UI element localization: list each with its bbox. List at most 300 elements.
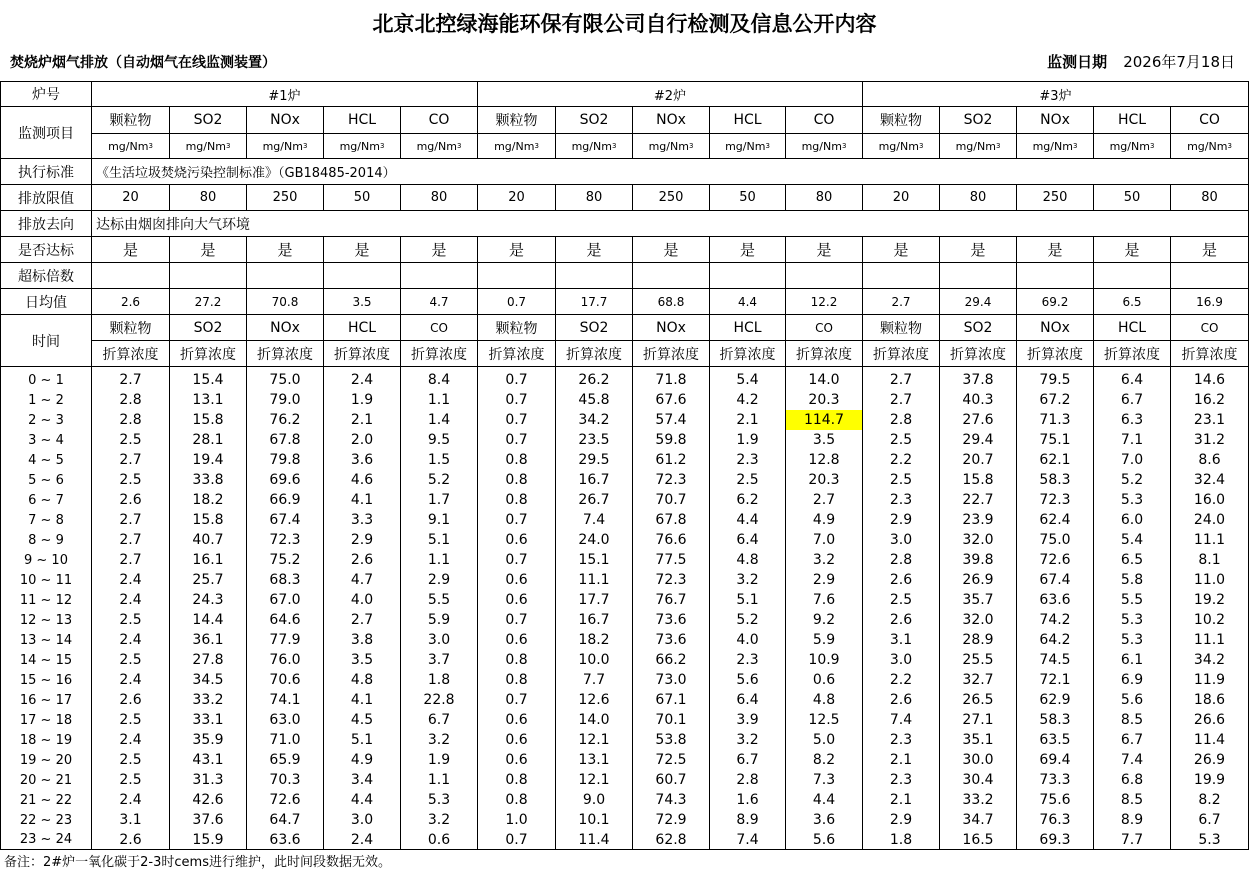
hourly-value: 72.5	[633, 750, 710, 770]
hourly-value: 75.1	[1017, 430, 1094, 450]
hourly-value: 7.4	[710, 830, 786, 850]
date-value: 2026年7月18日	[1123, 53, 1235, 71]
hourly-value: 0.8	[478, 650, 556, 670]
conc-label: 折算浓度	[247, 341, 324, 367]
hour-label: 8 ~ 9	[0, 530, 92, 550]
hourly-value: 7.3	[786, 770, 863, 790]
hourly-value: 2.7	[863, 390, 940, 410]
hourly-value: 63.0	[247, 710, 324, 730]
hourly-value: 5.3	[1094, 490, 1171, 510]
hourly-value: 5.6	[786, 830, 863, 850]
hourly-value: 7.4	[556, 510, 633, 530]
hourly-value: 9.0	[556, 790, 633, 810]
hourly-value: 73.3	[1017, 770, 1094, 790]
hour-label: 10 ~ 11	[0, 570, 92, 590]
hourly-value: 34.7	[940, 810, 1017, 830]
hourly-value: 4.0	[710, 630, 786, 650]
exceed-value	[247, 263, 324, 289]
unit-superscript: 3	[765, 142, 770, 150]
conc-label: 折算浓度	[1017, 341, 1094, 367]
hourly-value: 2.4	[92, 630, 170, 650]
unit-cell	[1171, 134, 1249, 159]
hourly-value: 10.2	[1171, 610, 1249, 630]
hourly-value: 5.4	[1094, 530, 1171, 550]
hourly-value: 42.6	[170, 790, 247, 810]
compliance-value: 是	[170, 237, 247, 263]
hourly-value: 0.8	[478, 790, 556, 810]
hourly-value: 5.2	[401, 470, 478, 490]
hourly-value: 31.2	[1171, 430, 1249, 450]
limit-value: 250	[633, 185, 710, 211]
hourly-value: 2.8	[92, 390, 170, 410]
hourly-value: 74.1	[247, 690, 324, 710]
hourly-value: 2.8	[863, 410, 940, 430]
hourly-value: 74.5	[1017, 650, 1094, 670]
hourly-value: 71.0	[247, 730, 324, 750]
hourly-value: 64.6	[247, 610, 324, 630]
hour-label: 5 ~ 6	[0, 470, 92, 490]
hourly-value: 37.8	[940, 370, 1017, 390]
hourly-value: 32.4	[1171, 470, 1249, 490]
hourly-value: 2.3	[863, 770, 940, 790]
hourly-value: 0.8	[478, 670, 556, 690]
hourly-value: 25.7	[170, 570, 247, 590]
row-label-item: 监测项目	[0, 107, 92, 159]
row-label-furnace: 炉号	[0, 81, 92, 107]
exceed-value	[710, 263, 786, 289]
hourly-value: 8.2	[1171, 790, 1249, 810]
hourly-value: 3.2	[710, 570, 786, 590]
hourly-value: 3.6	[786, 810, 863, 830]
hourly-value: 15.4	[170, 370, 247, 390]
hourly-value: 26.6	[1171, 710, 1249, 730]
unit-cell	[247, 134, 324, 159]
hourly-value: 65.9	[247, 750, 324, 770]
compliance-value: 是	[940, 237, 1017, 263]
hourly-value: 24.3	[170, 590, 247, 610]
unit-text: mg/Nm	[725, 139, 766, 153]
hourly-value: 3.1	[863, 630, 940, 650]
exceed-value	[1171, 263, 1249, 289]
exceed-value	[940, 263, 1017, 289]
hourly-value: 4.8	[710, 550, 786, 570]
compliance-value: 是	[786, 237, 863, 263]
hourly-value: 27.6	[940, 410, 1017, 430]
hourly-value: 2.6	[863, 690, 940, 710]
unit-text: mg/Nm	[571, 139, 612, 153]
hourly-value: 2.1	[863, 790, 940, 810]
hourly-value: 66.9	[247, 490, 324, 510]
hourly-value: 11.1	[1171, 630, 1249, 650]
hourly-value: 15.8	[940, 470, 1017, 490]
daily-avg-value: 70.8	[247, 289, 324, 315]
hourly-value: 17.7	[556, 590, 633, 610]
exceed-value	[863, 263, 940, 289]
hourly-value: 2.9	[786, 570, 863, 590]
limit-value: 50	[710, 185, 786, 211]
hourly-value: 11.4	[1171, 730, 1249, 750]
hourly-value: 28.1	[170, 430, 247, 450]
hourly-value: 16.1	[170, 550, 247, 570]
exceed-value	[1017, 263, 1094, 289]
hourly-value: 2.7	[92, 450, 170, 470]
hourly-value: 29.4	[940, 430, 1017, 450]
hour-label: 16 ~ 17	[0, 690, 92, 710]
pollutant-header: 颗粒物	[92, 107, 170, 134]
hourly-value: 32.0	[940, 530, 1017, 550]
hourly-value: 32.7	[940, 670, 1017, 690]
hour-label: 20 ~ 21	[0, 770, 92, 790]
hourly-value: 19.9	[1171, 770, 1249, 790]
furnace-header: #1炉	[92, 81, 478, 107]
hourly-value: 5.3	[401, 790, 478, 810]
pollutant-header-lower: HCL	[324, 315, 401, 341]
hourly-value: 0.6	[478, 630, 556, 650]
compliance-value: 是	[401, 237, 478, 263]
exceed-value	[786, 263, 863, 289]
hourly-value: 19.4	[170, 450, 247, 470]
hourly-value: 24.0	[556, 530, 633, 550]
hourly-value: 76.3	[1017, 810, 1094, 830]
hourly-value: 4.5	[324, 710, 401, 730]
hourly-value: 2.6	[92, 830, 170, 850]
unit-superscript: 3	[148, 142, 153, 150]
hourly-value: 0.6	[478, 750, 556, 770]
hourly-value: 2.3	[710, 650, 786, 670]
hourly-value: 70.1	[633, 710, 710, 730]
hourly-value: 33.8	[170, 470, 247, 490]
hourly-value: 67.8	[247, 430, 324, 450]
exceed-value	[401, 263, 478, 289]
hourly-value: 2.0	[324, 430, 401, 450]
unit-superscript: 3	[1227, 142, 1232, 150]
hourly-value: 7.6	[786, 590, 863, 610]
hourly-value: 67.1	[633, 690, 710, 710]
hourly-value: 3.4	[324, 770, 401, 790]
hourly-value: 1.8	[401, 670, 478, 690]
hourly-value: 26.5	[940, 690, 1017, 710]
hourly-value: 14.6	[1171, 370, 1249, 390]
hourly-value: 72.3	[247, 530, 324, 550]
hourly-value: 2.7	[786, 490, 863, 510]
hourly-value: 23.1	[1171, 410, 1249, 430]
hourly-value: 12.6	[556, 690, 633, 710]
furnace-header: #3炉	[863, 81, 1249, 107]
unit-superscript: 3	[841, 142, 847, 150]
hourly-value: 26.9	[1171, 750, 1249, 770]
hourly-value: 4.7	[324, 570, 401, 590]
hourly-value: 6.7	[710, 750, 786, 770]
hourly-value: 4.4	[786, 790, 863, 810]
hourly-value: 64.2	[1017, 630, 1094, 650]
hourly-value: 6.0	[1094, 510, 1171, 530]
unit-superscript: 3	[995, 142, 1001, 150]
pollutant-header: NOx	[1017, 107, 1094, 134]
pollutant-header: NOx	[247, 107, 324, 134]
hourly-value: 73.0	[633, 670, 710, 690]
unit-superscript: 3	[379, 142, 385, 150]
hourly-value: 3.6	[324, 450, 401, 470]
conc-label: 折算浓度	[92, 341, 170, 367]
hourly-value: 2.6	[863, 610, 940, 630]
hourly-value: 6.7	[1094, 390, 1171, 410]
highlighted-value: 114.7	[786, 410, 863, 430]
hourly-value: 26.9	[940, 570, 1017, 590]
hourly-value: 3.8	[324, 630, 401, 650]
pollutant-header: HCL	[710, 107, 786, 134]
conc-label: 折算浓度	[1171, 341, 1249, 367]
hourly-value: 2.5	[92, 750, 170, 770]
hour-label: 3 ~ 4	[0, 430, 92, 450]
hourly-value: 26.2	[556, 370, 633, 390]
hourly-value: 5.3	[1171, 830, 1249, 850]
pollutant-header: SO2	[940, 107, 1017, 134]
hourly-value: 23.9	[940, 510, 1017, 530]
row-label-time: 时间	[0, 315, 92, 367]
hourly-value: 11.1	[556, 570, 633, 590]
hourly-value: 16.2	[1171, 390, 1249, 410]
pollutant-header-lower: SO2	[940, 315, 1017, 341]
hourly-value: 75.0	[1017, 530, 1094, 550]
hourly-value: 2.5	[92, 650, 170, 670]
hour-label: 15 ~ 16	[0, 670, 92, 690]
hourly-value: 7.4	[863, 710, 940, 730]
compliance-value: 是	[92, 237, 170, 263]
hourly-value: 22.8	[401, 690, 478, 710]
daily-avg-value: 17.7	[556, 289, 633, 315]
hourly-value: 2.5	[92, 430, 170, 450]
hourly-value: 3.3	[324, 510, 401, 530]
limit-value: 20	[863, 185, 940, 211]
unit-superscript: 3	[918, 142, 924, 150]
hourly-value: 2.7	[92, 370, 170, 390]
limit-value: 50	[324, 185, 401, 211]
hourly-value: 43.1	[170, 750, 247, 770]
hourly-value: 6.4	[1094, 370, 1171, 390]
hourly-value: 20.3	[786, 470, 863, 490]
exceed-value	[478, 263, 556, 289]
hourly-value: 62.9	[1017, 690, 1094, 710]
daily-avg-value: 4.7	[401, 289, 478, 315]
hourly-value: 5.1	[401, 530, 478, 550]
furnace-header: #2炉	[478, 81, 863, 107]
unit-text: mg/Nm	[1187, 139, 1228, 153]
compliance-value: 是	[247, 237, 324, 263]
hourly-value: 11.0	[1171, 570, 1249, 590]
footnote: 备注：2#炉一氧化碳于2-3时cems进行维护，此时间段数据无效。	[4, 855, 391, 870]
hourly-value: 58.3	[1017, 710, 1094, 730]
hourly-value: 36.1	[170, 630, 247, 650]
pollutant-header-lower: CO	[786, 315, 863, 341]
limit-value: 80	[556, 185, 633, 211]
hourly-value: 6.7	[1171, 810, 1249, 830]
pollutant-header-lower: NOx	[633, 315, 710, 341]
hourly-value: 16.5	[940, 830, 1017, 850]
hourly-value: 4.2	[710, 390, 786, 410]
hourly-value: 4.9	[786, 510, 863, 530]
conc-label: 折算浓度	[324, 341, 401, 367]
compliance-value: 是	[710, 237, 786, 263]
unit-text: mg/Nm	[1109, 139, 1150, 153]
conc-label: 折算浓度	[786, 341, 863, 367]
unit-text: mg/Nm	[416, 139, 457, 153]
pollutant-header: CO	[786, 107, 863, 134]
hourly-value: 33.2	[940, 790, 1017, 810]
hourly-value: 37.6	[170, 810, 247, 830]
conc-label: 折算浓度	[556, 341, 633, 367]
hourly-value: 0.7	[478, 610, 556, 630]
limit-value: 80	[940, 185, 1017, 211]
hourly-value: 10.9	[786, 650, 863, 670]
hourly-value: 2.5	[863, 590, 940, 610]
hourly-value: 8.5	[1094, 710, 1171, 730]
limit-value: 20	[92, 185, 170, 211]
hourly-value: 7.0	[1094, 450, 1171, 470]
hourly-value: 71.8	[633, 370, 710, 390]
hourly-value: 14.0	[556, 710, 633, 730]
hourly-value: 3.5	[324, 650, 401, 670]
hourly-value: 75.0	[247, 370, 324, 390]
hourly-value: 72.3	[633, 470, 710, 490]
hourly-value: 2.8	[710, 770, 786, 790]
limit-value: 80	[170, 185, 247, 211]
limit-value: 80	[786, 185, 863, 211]
hourly-value: 67.4	[1017, 570, 1094, 590]
hourly-value: 5.5	[1094, 590, 1171, 610]
unit-superscript: 3	[225, 142, 231, 150]
hourly-value: 0.7	[478, 550, 556, 570]
hour-label: 6 ~ 7	[0, 490, 92, 510]
unit-text: mg/Nm	[262, 139, 303, 153]
hourly-value: 9.5	[401, 430, 478, 450]
hourly-value: 1.0	[478, 810, 556, 830]
destination-text: 达标由烟囱排向大气环境	[92, 211, 1249, 237]
hourly-value: 73.6	[633, 610, 710, 630]
monitoring-date	[1047, 51, 1235, 72]
unit-superscript: 3	[1149, 142, 1155, 150]
hourly-value: 3.0	[324, 810, 401, 830]
hourly-value: 18.2	[170, 490, 247, 510]
pollutant-header-lower: CO	[401, 315, 478, 341]
hourly-value: 0.7	[478, 410, 556, 430]
hourly-value: 79.0	[247, 390, 324, 410]
hourly-value: 3.2	[401, 730, 478, 750]
hourly-value: 25.5	[940, 650, 1017, 670]
hourly-value: 2.6	[92, 490, 170, 510]
hourly-value: 40.3	[940, 390, 1017, 410]
hourly-value: 5.6	[710, 670, 786, 690]
hourly-value: 5.5	[401, 590, 478, 610]
hourly-value: 67.0	[247, 590, 324, 610]
pollutant-header-lower: 颗粒物	[863, 315, 940, 341]
hourly-value: 1.9	[401, 750, 478, 770]
hourly-value: 3.2	[710, 730, 786, 750]
hourly-value: 72.1	[1017, 670, 1094, 690]
hourly-value: 12.1	[556, 770, 633, 790]
hourly-value: 40.7	[170, 530, 247, 550]
hourly-value: 35.7	[940, 590, 1017, 610]
limit-value: 250	[1017, 185, 1094, 211]
hourly-value: 2.1	[863, 750, 940, 770]
hour-label: 22 ~ 23	[0, 810, 92, 830]
unit-text: mg/Nm	[108, 139, 149, 153]
hourly-value: 5.2	[1094, 470, 1171, 490]
unit-text: mg/Nm	[494, 139, 535, 153]
hourly-value: 2.5	[863, 470, 940, 490]
daily-avg-value: 16.9	[1171, 289, 1249, 315]
hour-label: 14 ~ 15	[0, 650, 92, 670]
unit-cell	[786, 134, 863, 159]
hourly-value: 0.6	[478, 590, 556, 610]
hourly-value: 57.4	[633, 410, 710, 430]
hourly-value: 2.5	[863, 430, 940, 450]
compliance-value: 是	[1017, 237, 1094, 263]
hourly-value: 3.7	[401, 650, 478, 670]
hourly-value: 2.7	[92, 550, 170, 570]
hourly-value: 4.4	[710, 510, 786, 530]
hourly-value: 15.8	[170, 410, 247, 430]
unit-text: mg/Nm	[1032, 139, 1073, 153]
hourly-value: 67.2	[1017, 390, 1094, 410]
hour-label: 1 ~ 2	[0, 390, 92, 410]
hourly-value: 5.1	[710, 590, 786, 610]
hourly-value: 5.9	[401, 610, 478, 630]
hourly-value: 63.6	[1017, 590, 1094, 610]
hourly-value: 15.8	[170, 510, 247, 530]
compliance-value: 是	[1094, 237, 1171, 263]
unit-superscript: 3	[456, 142, 462, 150]
hourly-value: 67.6	[633, 390, 710, 410]
hourly-value: 19.2	[1171, 590, 1249, 610]
hourly-value: 75.6	[1017, 790, 1094, 810]
hour-label: 9 ~ 10	[0, 550, 92, 570]
unit-text: mg/Nm	[878, 139, 919, 153]
hourly-value: 13.1	[556, 750, 633, 770]
limit-value: 250	[247, 185, 324, 211]
conc-label: 折算浓度	[863, 341, 940, 367]
pollutant-header: HCL	[1094, 107, 1171, 134]
hourly-value: 0.7	[478, 690, 556, 710]
hourly-value: 3.0	[863, 650, 940, 670]
hourly-value: 2.4	[92, 790, 170, 810]
conc-label: 折算浓度	[478, 341, 556, 367]
unit-superscript: 3	[1072, 142, 1078, 150]
hourly-value: 2.5	[710, 470, 786, 490]
hourly-value: 59.8	[633, 430, 710, 450]
hourly-value: 70.7	[633, 490, 710, 510]
daily-avg-value: 2.6	[92, 289, 170, 315]
exceed-value	[556, 263, 633, 289]
hourly-value: 8.9	[1094, 810, 1171, 830]
conc-label: 折算浓度	[1094, 341, 1171, 367]
hour-label: 11 ~ 12	[0, 590, 92, 610]
hourly-value: 64.7	[247, 810, 324, 830]
unit-cell	[1094, 134, 1171, 159]
standard-text: 《生活垃圾焚烧污染控制标准》（GB18485-2014）	[92, 159, 1249, 185]
hourly-value: 76.6	[633, 530, 710, 550]
row-label-compliant: 是否达标	[0, 237, 92, 263]
hourly-value: 5.4	[710, 370, 786, 390]
hourly-value: 0.8	[478, 470, 556, 490]
hourly-value: 76.0	[247, 650, 324, 670]
unit-text: mg/Nm	[185, 139, 226, 153]
pollutant-header-lower: HCL	[1094, 315, 1171, 341]
hourly-value: 7.4	[1094, 750, 1171, 770]
hourly-value: 4.1	[324, 490, 401, 510]
exceed-value	[1094, 263, 1171, 289]
hourly-value: 53.8	[633, 730, 710, 750]
unit-text: mg/Nm	[955, 139, 996, 153]
